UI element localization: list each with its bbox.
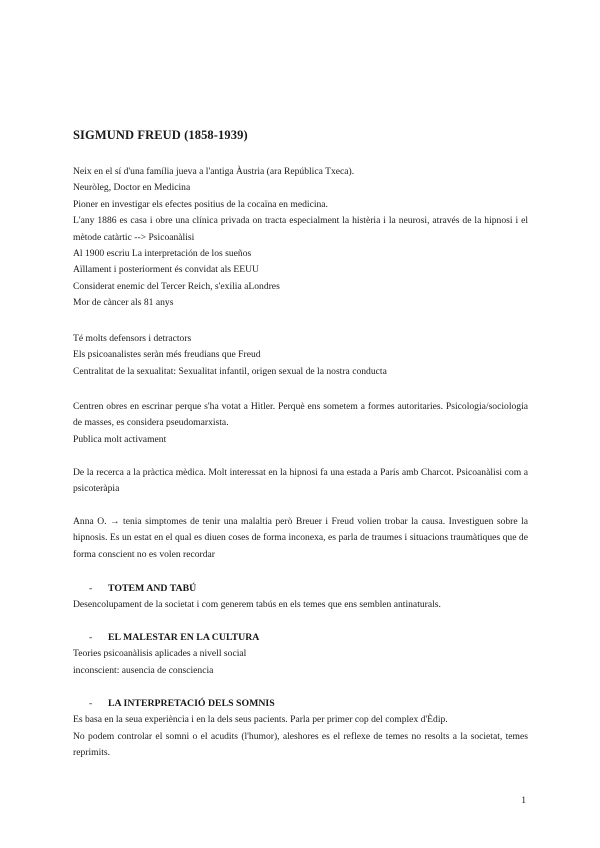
section-line-1: Desencolupament de la societat i com generem tabús en els temes que ens semblen antinaturals. <box>73 599 441 611</box>
reception-paragraph <box>73 331 528 380</box>
section-heading <box>73 581 528 597</box>
works-line-1: Centren obres en escrinar perque s'ha votat a Hitler. Perquè ens sometem a formes autoritaries. Psicologia/sociologia de masses, es considera pseudomarxista. <box>73 401 528 429</box>
reception-line-3: Centralitat de la sexualitat: Sexualitat infantil, origen sexual de la nostra conducta <box>73 365 387 377</box>
section-heading-text: EL MALESTAR EN LA CULTURA <box>108 632 260 643</box>
section-line-1: Es basa en la seua experiència i en la dels seus pacients. Parla per primer cop del complex d'Èdip. <box>73 714 448 726</box>
bio-line-8: Mor de càncer als 81 anys <box>73 297 174 309</box>
bio-line-6: Aïllament i posteriorment és convidat als EEUU <box>73 264 259 276</box>
section-heading <box>73 696 528 712</box>
bio-line-7: Considerat enemic del Tercer Reich, s'exilia aLondres <box>73 280 280 292</box>
bio-line-4: L'any 1886 es casa i obre una clínica privada on tracta especialment la histèria i la neurosi, através de la hipnosi i el mètode catàrtic --> Psicoanàlisi <box>73 215 528 243</box>
section-line-1: Teories psicoanàlisis aplicades a nivell social <box>73 648 247 660</box>
works-line-2: Publica molt activament <box>73 433 167 445</box>
document-title: SIGMUND FREUD (1858-1939) <box>73 128 248 142</box>
reception-line-2: Els psicoanalistes seràn més freudians que Freud <box>73 349 261 361</box>
section-heading-text: TOTEM AND TABÚ <box>108 583 197 594</box>
bio-line-2: Neuròleg, Doctor en Medicina <box>73 182 191 194</box>
practice-text: De la recerca a la pràctica mèdica. Molt interessat en la hipnosi fa una estada a París amb Charcot. Psicoanàlisi com a psicoteràpia <box>73 467 528 495</box>
section-totem-and-tabu <box>73 581 528 614</box>
list-dash: - <box>89 583 93 594</box>
anna-o-text: Anna O. → tenia simptomes de tenir una malaltia però Breuer i Freud volien trobar la causa. Investiguen sobre la hipnosis. Es un estat en el qual es diuen coses de forma inconexa, es parla de traumes i situacions traumàtiques que de forma conscient no es volen recordar <box>73 516 528 560</box>
page-number: 1 <box>521 795 526 806</box>
works-paragraph <box>73 399 528 448</box>
section-line-2: No podem controlar el somni o el acudits (l'humor), aleshores es el reflexe de temes no resolts a la societat, temes reprimits. <box>73 730 528 759</box>
bio-line-3: Pioner en investigar els efectes positius de la cocaïna en medicina. <box>73 198 328 210</box>
bio-line-5: Al 1900 escriu La interpretación de los sueños <box>73 247 252 259</box>
section-heading-text: LA INTERPRETACIÓ DELS SOMNIS <box>108 698 275 709</box>
anna-o-paragraph <box>73 514 528 563</box>
bio-paragraph <box>73 164 528 312</box>
practice-paragraph <box>73 465 528 498</box>
list-dash: - <box>89 698 93 709</box>
section-heading <box>73 630 528 646</box>
bio-line-1: Neix en el sí d'una família jueva a l'antiga Àustria (ara República Txeca). <box>73 166 355 177</box>
list-dash: - <box>89 632 93 643</box>
section-el-malestar <box>73 630 528 679</box>
section-interpretacio-somnis <box>73 696 528 762</box>
section-line-2: inconscient: ausencia de consciencia <box>73 664 214 676</box>
reception-line-1: Té molts defensors i detractors <box>73 333 192 344</box>
